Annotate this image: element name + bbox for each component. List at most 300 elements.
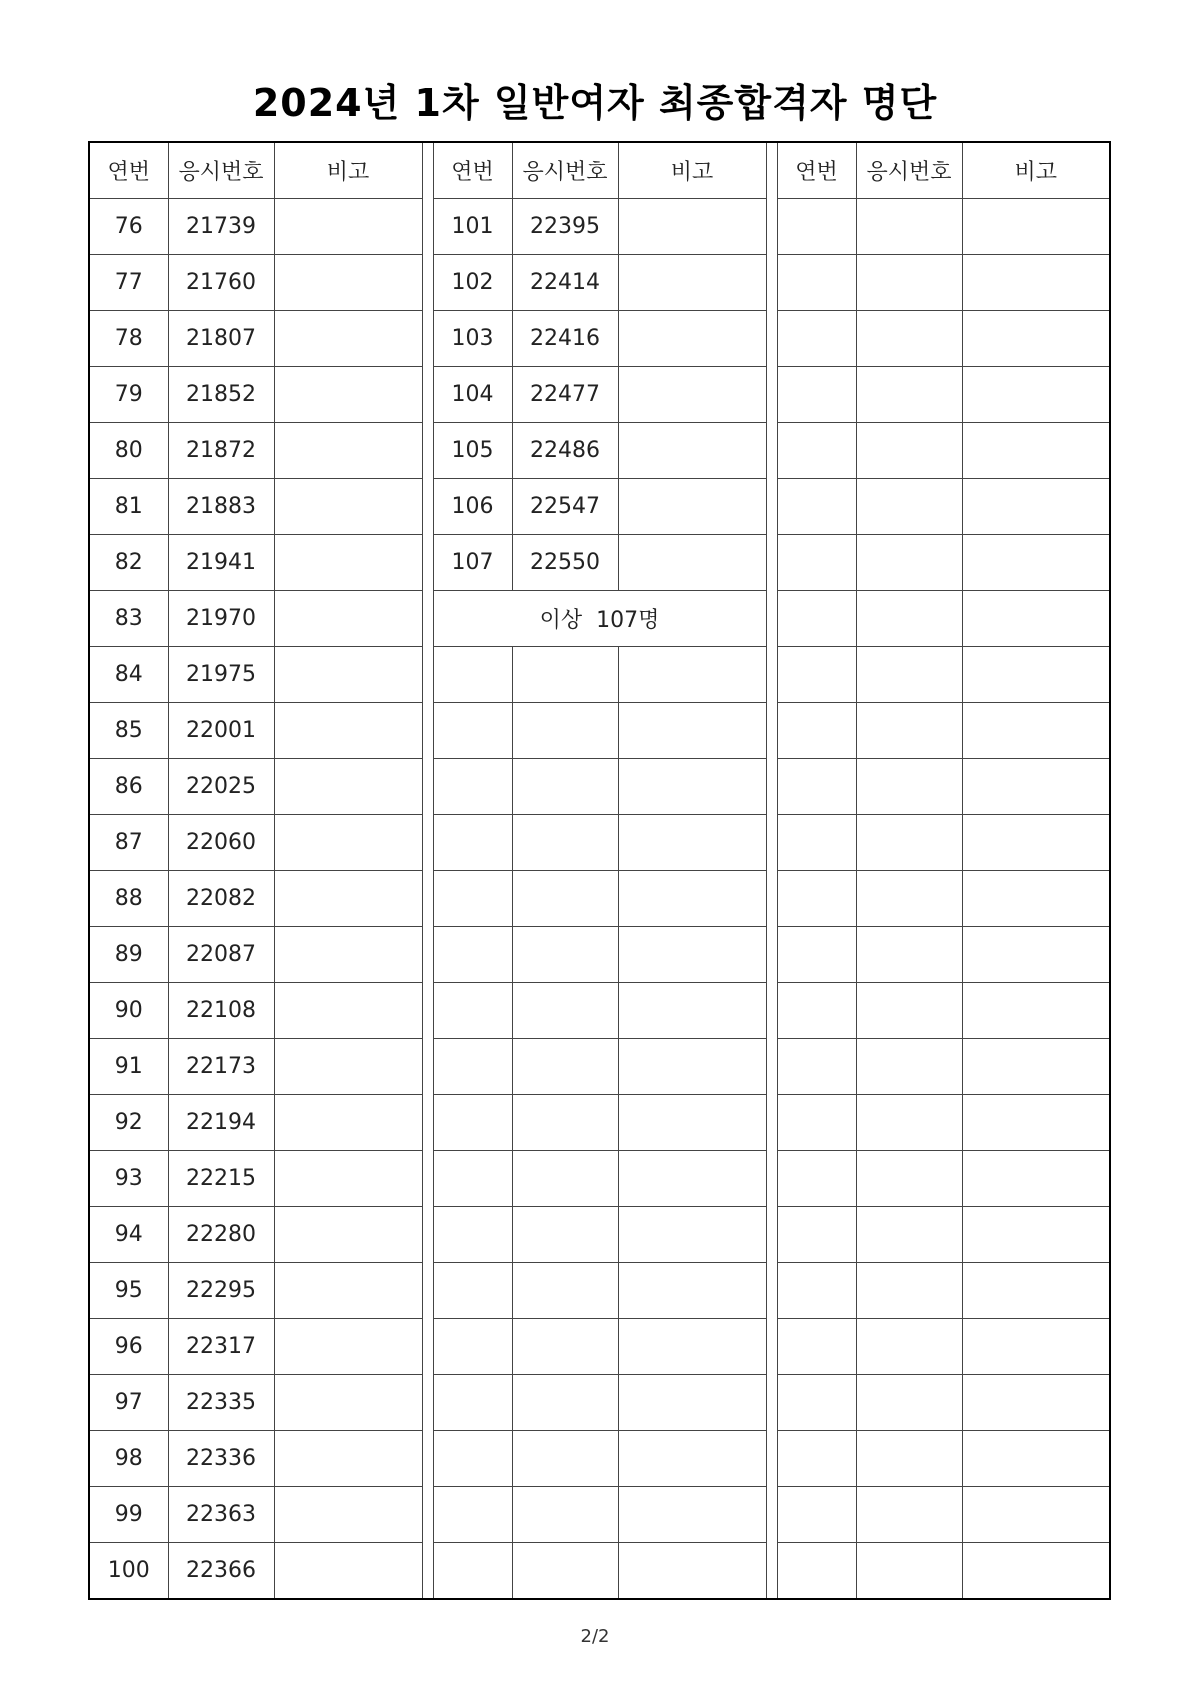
table-row	[89, 591, 1110, 647]
empty-cell	[433, 1207, 512, 1263]
remarks-cell	[274, 1543, 422, 1600]
exam-number-cell: 22336	[168, 1431, 274, 1487]
header-row	[89, 142, 1110, 199]
serial-cell: 82	[89, 535, 168, 591]
empty-cell	[962, 983, 1110, 1039]
remarks-cell	[274, 591, 422, 647]
exam-number-cell: 22108	[168, 983, 274, 1039]
column-separator	[422, 479, 433, 535]
column-separator	[766, 423, 777, 479]
empty-cell	[618, 1375, 766, 1431]
column-separator	[422, 535, 433, 591]
empty-cell	[777, 983, 856, 1039]
empty-cell	[856, 1319, 962, 1375]
table-row	[89, 759, 1110, 815]
remarks-cell	[274, 255, 422, 311]
empty-cell	[962, 927, 1110, 983]
remarks-cell	[274, 927, 422, 983]
empty-cell	[512, 1319, 618, 1375]
empty-cell	[856, 1095, 962, 1151]
serial-cell: 78	[89, 311, 168, 367]
empty-cell	[512, 703, 618, 759]
column-separator	[766, 1543, 777, 1600]
serial-cell: 105	[433, 423, 512, 479]
column-separator	[422, 703, 433, 759]
column-separator	[766, 591, 777, 647]
serial-cell: 98	[89, 1431, 168, 1487]
column-separator	[766, 1431, 777, 1487]
empty-cell	[618, 1431, 766, 1487]
empty-cell	[777, 1207, 856, 1263]
remarks-cell	[274, 1151, 422, 1207]
exam-number-cell: 22335	[168, 1375, 274, 1431]
column-separator	[766, 142, 777, 199]
column-separator	[422, 647, 433, 703]
table-row	[89, 1319, 1110, 1375]
serial-cell: 84	[89, 647, 168, 703]
empty-cell	[962, 1263, 1110, 1319]
exam-number-cell: 22087	[168, 927, 274, 983]
table-row	[89, 1263, 1110, 1319]
header-serial: 연번	[777, 142, 856, 199]
exam-number-cell: 22082	[168, 871, 274, 927]
column-separator	[422, 1263, 433, 1319]
remarks-cell	[274, 1431, 422, 1487]
header-remarks: 비고	[274, 142, 422, 199]
empty-cell	[777, 1151, 856, 1207]
page-title: 2024년 1차 일반여자 최종합격자 명단	[252, 81, 938, 125]
exam-number-cell: 22025	[168, 759, 274, 815]
remarks-cell	[274, 479, 422, 535]
empty-cell	[962, 255, 1110, 311]
exam-number-cell: 22477	[512, 367, 618, 423]
empty-cell	[962, 1039, 1110, 1095]
empty-cell	[856, 759, 962, 815]
empty-cell	[777, 1039, 856, 1095]
empty-cell	[777, 759, 856, 815]
column-separator	[422, 255, 433, 311]
column-separator	[422, 1431, 433, 1487]
column-separator	[766, 759, 777, 815]
empty-cell	[856, 535, 962, 591]
serial-cell: 101	[433, 199, 512, 255]
exam-number-cell: 22547	[512, 479, 618, 535]
remarks-cell	[274, 983, 422, 1039]
table-row	[89, 647, 1110, 703]
remarks-cell	[274, 703, 422, 759]
empty-cell	[962, 423, 1110, 479]
empty-cell	[777, 311, 856, 367]
empty-cell	[618, 815, 766, 871]
column-separator	[766, 983, 777, 1039]
empty-cell	[856, 1543, 962, 1600]
empty-cell	[962, 759, 1110, 815]
column-separator	[766, 703, 777, 759]
empty-cell	[618, 983, 766, 1039]
empty-cell	[618, 1039, 766, 1095]
empty-cell	[777, 479, 856, 535]
serial-cell: 76	[89, 199, 168, 255]
remarks-cell	[618, 367, 766, 423]
column-separator	[422, 142, 433, 199]
remarks-cell	[274, 1207, 422, 1263]
serial-cell: 81	[89, 479, 168, 535]
empty-cell	[433, 871, 512, 927]
serial-cell: 94	[89, 1207, 168, 1263]
serial-cell: 77	[89, 255, 168, 311]
exam-number-cell: 22486	[512, 423, 618, 479]
serial-cell: 80	[89, 423, 168, 479]
column-separator	[766, 1039, 777, 1095]
empty-cell	[433, 927, 512, 983]
column-separator	[422, 199, 433, 255]
exam-number-cell: 22317	[168, 1319, 274, 1375]
empty-cell	[856, 871, 962, 927]
header-exam-number: 응시번호	[168, 142, 274, 199]
serial-cell: 97	[89, 1375, 168, 1431]
serial-cell: 99	[89, 1487, 168, 1543]
empty-cell	[433, 1263, 512, 1319]
empty-cell	[962, 1375, 1110, 1431]
column-separator	[422, 591, 433, 647]
remarks-cell	[274, 1487, 422, 1543]
empty-cell	[618, 1487, 766, 1543]
empty-cell	[512, 1151, 618, 1207]
remarks-cell	[618, 199, 766, 255]
empty-cell	[962, 311, 1110, 367]
empty-cell	[433, 1095, 512, 1151]
empty-cell	[618, 1095, 766, 1151]
serial-cell: 96	[89, 1319, 168, 1375]
table-row	[89, 535, 1110, 591]
exam-number-cell: 22001	[168, 703, 274, 759]
empty-cell	[777, 871, 856, 927]
empty-cell	[962, 199, 1110, 255]
column-separator	[766, 255, 777, 311]
empty-cell	[962, 1319, 1110, 1375]
empty-cell	[962, 1431, 1110, 1487]
remarks-cell	[274, 647, 422, 703]
empty-cell	[777, 703, 856, 759]
serial-cell: 102	[433, 255, 512, 311]
remarks-cell	[274, 1375, 422, 1431]
column-separator	[422, 871, 433, 927]
empty-cell	[856, 199, 962, 255]
remarks-cell	[618, 255, 766, 311]
empty-cell	[962, 367, 1110, 423]
empty-cell	[512, 759, 618, 815]
empty-cell	[618, 1319, 766, 1375]
table-row	[89, 311, 1110, 367]
empty-cell	[856, 1263, 962, 1319]
serial-cell: 90	[89, 983, 168, 1039]
empty-cell	[433, 1431, 512, 1487]
column-separator	[422, 1319, 433, 1375]
exam-number-cell: 21852	[168, 367, 274, 423]
empty-cell	[433, 1375, 512, 1431]
empty-cell	[618, 927, 766, 983]
remarks-cell	[274, 871, 422, 927]
empty-cell	[777, 1319, 856, 1375]
table-row	[89, 1487, 1110, 1543]
exam-number-cell: 22395	[512, 199, 618, 255]
empty-cell	[433, 983, 512, 1039]
column-separator	[766, 1151, 777, 1207]
column-separator	[766, 1095, 777, 1151]
column-separator	[766, 871, 777, 927]
empty-cell	[856, 255, 962, 311]
empty-cell	[856, 1039, 962, 1095]
empty-cell	[618, 871, 766, 927]
remarks-cell	[618, 535, 766, 591]
empty-cell	[856, 647, 962, 703]
empty-cell	[433, 1319, 512, 1375]
exam-number-cell: 21872	[168, 423, 274, 479]
empty-cell	[618, 703, 766, 759]
empty-cell	[962, 1095, 1110, 1151]
empty-cell	[512, 1095, 618, 1151]
exam-number-cell: 22194	[168, 1095, 274, 1151]
column-separator	[766, 927, 777, 983]
empty-cell	[962, 1151, 1110, 1207]
remarks-cell	[274, 199, 422, 255]
serial-cell: 83	[89, 591, 168, 647]
roster-table	[88, 141, 1111, 1600]
summary-cell: 이상 107명	[433, 591, 766, 647]
empty-cell	[433, 1543, 512, 1600]
column-separator	[422, 311, 433, 367]
empty-cell	[512, 927, 618, 983]
serial-cell: 86	[89, 759, 168, 815]
exam-number-cell: 21739	[168, 199, 274, 255]
empty-cell	[777, 423, 856, 479]
table-row	[89, 367, 1110, 423]
column-separator	[422, 1487, 433, 1543]
exam-number-cell: 22295	[168, 1263, 274, 1319]
empty-cell	[512, 1263, 618, 1319]
page-number: 2/2	[580, 1626, 610, 1647]
empty-cell	[962, 591, 1110, 647]
remarks-cell	[274, 423, 422, 479]
empty-cell	[433, 815, 512, 871]
exam-number-cell: 22215	[168, 1151, 274, 1207]
empty-cell	[618, 1263, 766, 1319]
empty-cell	[856, 815, 962, 871]
serial-cell: 104	[433, 367, 512, 423]
empty-cell	[856, 927, 962, 983]
table-row	[89, 255, 1110, 311]
exam-number-cell: 21975	[168, 647, 274, 703]
column-separator	[422, 815, 433, 871]
remarks-cell	[618, 311, 766, 367]
table-row	[89, 871, 1110, 927]
header-remarks: 비고	[962, 142, 1110, 199]
empty-cell	[777, 815, 856, 871]
serial-cell: 87	[89, 815, 168, 871]
header-serial: 연번	[433, 142, 512, 199]
empty-cell	[433, 1487, 512, 1543]
empty-cell	[777, 1095, 856, 1151]
empty-cell	[962, 1543, 1110, 1600]
empty-cell	[433, 703, 512, 759]
table-row	[89, 983, 1110, 1039]
empty-cell	[512, 1487, 618, 1543]
column-separator	[766, 1207, 777, 1263]
empty-cell	[512, 1543, 618, 1600]
exam-number-cell: 21883	[168, 479, 274, 535]
empty-cell	[777, 1263, 856, 1319]
empty-cell	[856, 1431, 962, 1487]
exam-number-cell: 22414	[512, 255, 618, 311]
exam-number-cell: 22280	[168, 1207, 274, 1263]
empty-cell	[777, 647, 856, 703]
remarks-cell	[274, 311, 422, 367]
column-separator	[766, 479, 777, 535]
empty-cell	[856, 311, 962, 367]
empty-cell	[856, 423, 962, 479]
remarks-cell	[274, 759, 422, 815]
column-separator	[766, 199, 777, 255]
column-separator	[422, 1095, 433, 1151]
serial-cell: 92	[89, 1095, 168, 1151]
empty-cell	[777, 927, 856, 983]
table-row	[89, 1151, 1110, 1207]
column-separator	[422, 927, 433, 983]
remarks-cell	[274, 367, 422, 423]
empty-cell	[512, 1375, 618, 1431]
empty-cell	[962, 535, 1110, 591]
column-separator	[422, 1039, 433, 1095]
table-row	[89, 703, 1110, 759]
column-separator	[766, 1375, 777, 1431]
table-row	[89, 1375, 1110, 1431]
empty-cell	[856, 983, 962, 1039]
column-separator	[422, 1207, 433, 1263]
remarks-cell	[274, 815, 422, 871]
exam-number-cell: 22363	[168, 1487, 274, 1543]
exam-number-cell: 22550	[512, 535, 618, 591]
table-row	[89, 1039, 1110, 1095]
empty-cell	[962, 479, 1110, 535]
table-row	[89, 199, 1110, 255]
column-separator	[766, 535, 777, 591]
empty-cell	[618, 647, 766, 703]
empty-cell	[777, 1543, 856, 1600]
empty-cell	[777, 1487, 856, 1543]
exam-number-cell: 21941	[168, 535, 274, 591]
serial-cell: 79	[89, 367, 168, 423]
empty-cell	[856, 367, 962, 423]
serial-cell: 100	[89, 1543, 168, 1600]
table-row	[89, 927, 1110, 983]
column-separator	[766, 1319, 777, 1375]
empty-cell	[777, 591, 856, 647]
exam-number-cell: 21807	[168, 311, 274, 367]
empty-cell	[433, 1151, 512, 1207]
empty-cell	[856, 1151, 962, 1207]
exam-number-cell: 22366	[168, 1543, 274, 1600]
column-separator	[422, 759, 433, 815]
header-exam-number: 응시번호	[856, 142, 962, 199]
empty-cell	[962, 647, 1110, 703]
exam-number-cell: 21970	[168, 591, 274, 647]
column-separator	[766, 1487, 777, 1543]
column-separator	[422, 1151, 433, 1207]
empty-cell	[512, 1207, 618, 1263]
table-row	[89, 479, 1110, 535]
serial-cell: 103	[433, 311, 512, 367]
empty-cell	[512, 871, 618, 927]
remarks-cell	[274, 535, 422, 591]
serial-cell: 93	[89, 1151, 168, 1207]
table-row	[89, 423, 1110, 479]
table-row	[89, 1207, 1110, 1263]
empty-cell	[856, 1487, 962, 1543]
header-remarks: 비고	[618, 142, 766, 199]
empty-cell	[618, 1543, 766, 1600]
remarks-cell	[274, 1039, 422, 1095]
empty-cell	[777, 1431, 856, 1487]
serial-cell: 85	[89, 703, 168, 759]
empty-cell	[433, 759, 512, 815]
serial-cell: 91	[89, 1039, 168, 1095]
column-separator	[766, 815, 777, 871]
empty-cell	[962, 1207, 1110, 1263]
remarks-cell	[274, 1263, 422, 1319]
serial-cell: 107	[433, 535, 512, 591]
column-separator	[766, 647, 777, 703]
table-row	[89, 1543, 1110, 1600]
empty-cell	[618, 1151, 766, 1207]
empty-cell	[856, 1207, 962, 1263]
column-separator	[766, 367, 777, 423]
empty-cell	[512, 647, 618, 703]
header-serial: 연번	[89, 142, 168, 199]
empty-cell	[962, 703, 1110, 759]
empty-cell	[856, 1375, 962, 1431]
remarks-cell	[274, 1319, 422, 1375]
table-row	[89, 815, 1110, 871]
empty-cell	[433, 1039, 512, 1095]
table-row	[89, 1095, 1110, 1151]
empty-cell	[512, 1039, 618, 1095]
serial-cell: 106	[433, 479, 512, 535]
empty-cell	[856, 703, 962, 759]
empty-cell	[856, 591, 962, 647]
empty-cell	[777, 535, 856, 591]
column-separator	[766, 1263, 777, 1319]
empty-cell	[856, 479, 962, 535]
empty-cell	[618, 759, 766, 815]
empty-cell	[962, 1487, 1110, 1543]
header-exam-number: 응시번호	[512, 142, 618, 199]
exam-number-cell: 22173	[168, 1039, 274, 1095]
remarks-cell	[618, 423, 766, 479]
column-separator	[766, 311, 777, 367]
column-separator	[422, 367, 433, 423]
table-row	[89, 1431, 1110, 1487]
empty-cell	[433, 647, 512, 703]
serial-cell: 88	[89, 871, 168, 927]
empty-cell	[777, 255, 856, 311]
column-separator	[422, 423, 433, 479]
empty-cell	[777, 1375, 856, 1431]
empty-cell	[777, 199, 856, 255]
column-separator	[422, 1543, 433, 1600]
exam-number-cell: 22416	[512, 311, 618, 367]
empty-cell	[512, 1431, 618, 1487]
column-separator	[422, 1375, 433, 1431]
